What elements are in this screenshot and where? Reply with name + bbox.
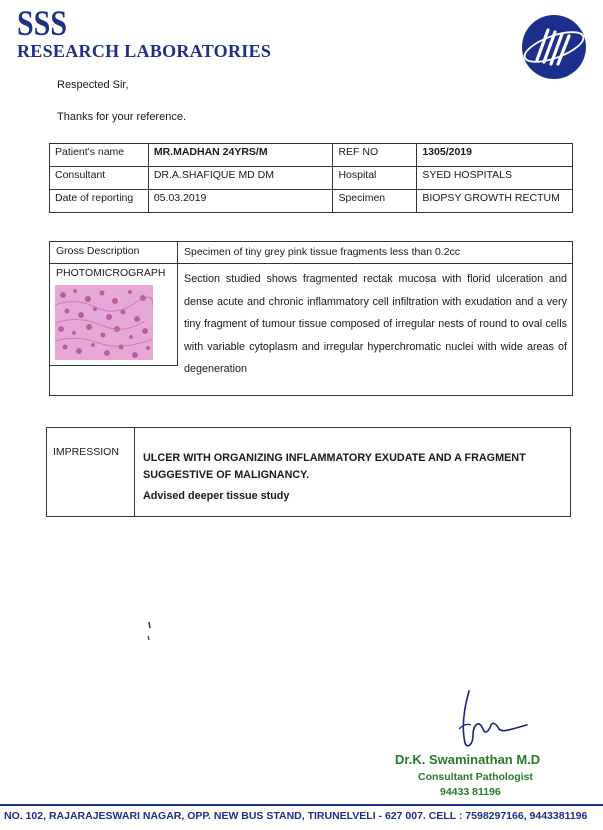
salutation: Respected Sir, xyxy=(57,79,129,91)
impression-text: ULCER WITH ORGANIZING INFLAMMATORY EXUDATE AND A FRAGMENT SUGGESTIVE OF MALIGNANCY. xyxy=(143,452,526,481)
ref-no-value: 1305/2019 xyxy=(417,144,573,167)
footer-divider xyxy=(0,804,603,806)
label-cell: Patient's name xyxy=(50,144,149,167)
signatory-title: Consultant Pathologist xyxy=(418,771,533,783)
stray-marks xyxy=(143,620,157,650)
specimen-value: BIOPSY GROWTH RECTUM xyxy=(417,190,573,213)
patient-name-value: MR.MADHAN 24YRS/M xyxy=(148,144,333,167)
date-value: 05.03.2019 xyxy=(148,190,333,213)
label-cell: REF NO xyxy=(333,144,417,167)
gross-label: Gross Description xyxy=(56,245,140,257)
table-row xyxy=(50,167,573,190)
patient-info-table xyxy=(49,143,573,213)
impression-label: IMPRESSION xyxy=(53,446,119,458)
label-cell: Hospital xyxy=(333,167,417,190)
photomicrograph-label: PHOTOMICROGRAPH xyxy=(56,267,166,279)
impression-box xyxy=(46,427,571,517)
table-row xyxy=(50,144,573,167)
signatory-phone: 94433 81196 xyxy=(440,786,501,798)
label-cell: Date of reporting xyxy=(50,190,149,213)
lab-name: RESEARCH LABORATORIES xyxy=(17,41,272,61)
hospital-value: SYED HOSPITALS xyxy=(417,167,573,190)
impression-advice: Advised deeper tissue study xyxy=(143,490,290,502)
footer-address: NO. 102, RAJARAJESWARI NAGAR, OPP. NEW BUS STAND, TIRUNELVELI - 627 007. CELL : 7598297166, 9443381196 xyxy=(4,810,588,822)
thanks-line: Thanks for your reference. xyxy=(57,111,187,123)
signature-icon xyxy=(445,685,535,755)
microscopy-description: Section studied shows fragmented rectak mucosa with florid ulceration and dense acute and chronic inflammatory cell infiltration with exudation and a very tiny fragment of tumour tissue composed of irregular nests of round to oval cells with variable cytoplasm and irregular hyperchromatic nuclei with wide areas of degeneration xyxy=(184,273,567,375)
brand-logo-text: SSS xyxy=(17,4,68,44)
findings-box xyxy=(49,241,573,396)
signatory-name: Dr.K. Swaminathan M.D xyxy=(395,752,541,767)
label-cell: Specimen xyxy=(333,190,417,213)
label-cell: Consultant xyxy=(50,167,149,190)
gross-value: Specimen of tiny grey pink tissue fragments less than 0.2cc xyxy=(184,246,461,258)
photomicrograph-image xyxy=(55,285,153,360)
consultant-value: DR.A.SHAFIQUE MD DM xyxy=(148,167,333,190)
globe-logo-icon xyxy=(521,14,587,80)
table-row xyxy=(50,190,573,213)
